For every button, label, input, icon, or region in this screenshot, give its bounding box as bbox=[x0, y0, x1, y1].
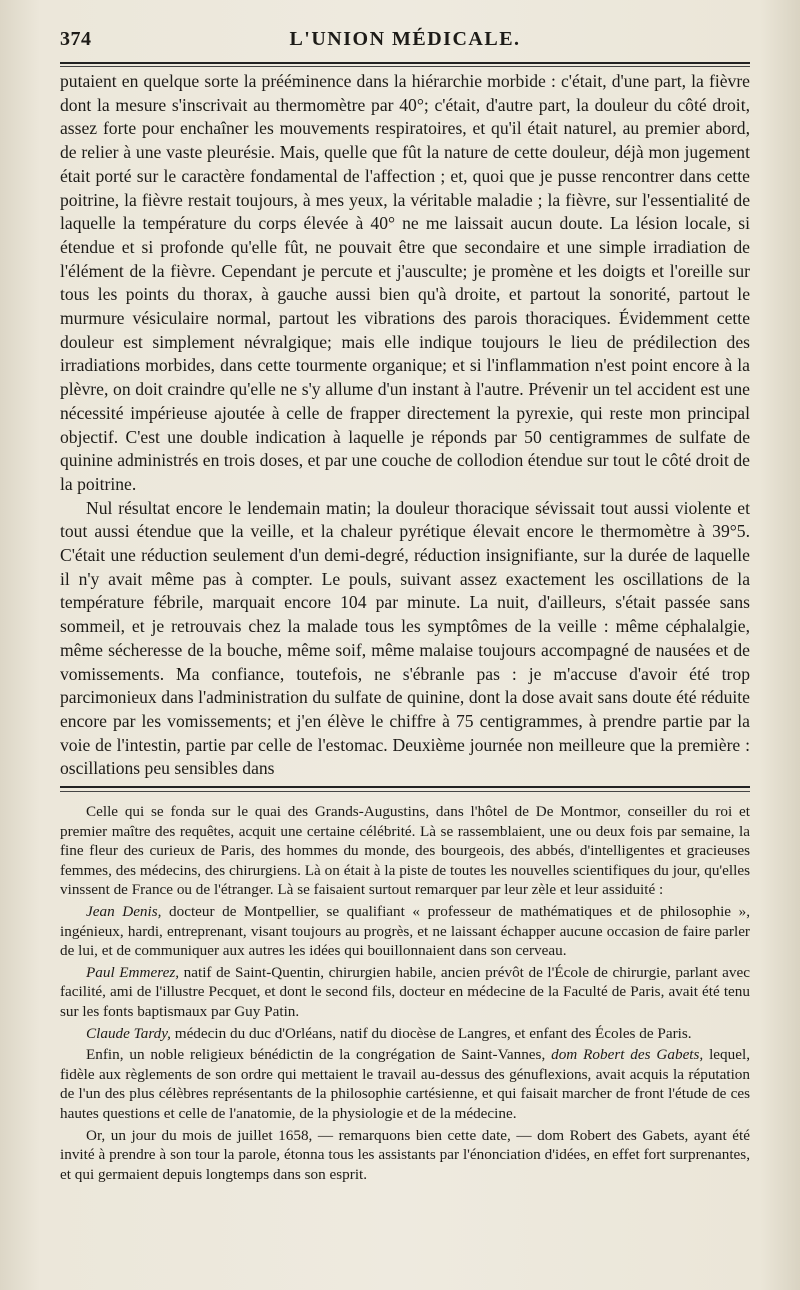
gabets-intro: Enfin, un noble religieux bénédictin de la congrégation de Saint-Vannes, bbox=[86, 1046, 552, 1064]
feuilleton-paragraph-denis bbox=[60, 902, 750, 961]
feuilleton-rule-thin bbox=[60, 791, 750, 792]
person-name-emmerez: Paul Emmerez, bbox=[86, 963, 180, 981]
feuilleton-paragraph-final: Or, un jour du mois de juillet 1658, — remarquons bien cette date, — dom Robert des Gabets, ayant été invité à prendre à son tour la parole, étonna tous les assistants par l'énonciation d'idées, en effet fort surprenantes, et qui germaient depuis longtemps dans son esprit. bbox=[60, 1126, 750, 1183]
tardy-description: médecin du duc d'Orléans, natif du diocèse de Langres, et enfant des Écoles de Paris. bbox=[170, 1024, 692, 1042]
feuilleton-paragraph-intro: Celle qui se fonda sur le quai des Grands-Augustins, dans l'hôtel de De Montmor, conseiller du roi et premier maître des requêtes, acquit une certaine célébrité. Là se rassemblaient, une ou deux fois par semaine, la fine fleur des curieux de Paris, des hommes du monde, des bourgeois, des abbés, d'intelligentes et gracieuses femmes, des médecins, des chirurgiens. Là on était à la piste de toutes les nouvelles scientifiques du jour, qu'elles vinssent de France ou de l'étranger. Là se faisaient surtout remarquer par leur zèle et leur assiduité : bbox=[60, 803, 750, 899]
header-rule bbox=[60, 62, 750, 64]
header-rule-thin bbox=[60, 66, 750, 67]
gabets-description: lequel, fidèle aux règlements de son ordre qui mettaient le travail au-dessus des génuflexions, avait acquis la réputation de l'un des plus célèbres représentants de la philosophie cartésienne, et qui faisait marcher de front l'étude de ces hautes questions et celle de l'anatomie, de la physiologie et de la médecine. bbox=[60, 1046, 750, 1122]
main-body-text bbox=[60, 70, 750, 781]
person-name-gabets: dom Robert des Gabets, bbox=[551, 1046, 704, 1064]
feuilleton-rule bbox=[60, 786, 750, 788]
person-name-tardy: Claude Tardy, bbox=[86, 1024, 171, 1042]
feuilleton-paragraph-tardy bbox=[60, 1024, 750, 1044]
body-paragraph-1: putaient en quelque sorte la prééminence dans la hiérarchie morbide : c'était, d'une part, la fièvre dont la mesure s'inscrivait au thermomètre par 40°; c'était, d'autre part, la douleur du côté droit, assez forte pour enchaîner les mouvements respiratoires, et qu'il était naturel, au premier abord, de relier à une vaste pleurésie. Mais, quelle que fût la nature de cette douleur, déjà mon jugement était porté sur le caractère fondamental de l'affection ; et, quoi que je pusse rencontrer dans cette poitrine, la fièvre restait toujours, à mes yeux, la véritable maladie ; la fièvre, sur l'essentialité de laquelle la température du corps élevée à 40° ne me laissait aucun doute. La lésion locale, si étendue et si profonde qu'elle fût, ne pouvait être que secondaire et une simple irradiation de l'élément de la fièvre. Cependant je percute et j'ausculte; je promène et les doigts et l'oreille sur tous les points du thorax, à gauche aussi bien qu'à droite, et partout la sonorité, partout le murmure vésiculaire normal, partout les vibrations des parois thoraciques. Évidemment cette douleur est simplement névralgique; mais elle indique toujours le lieu de prédilection des irradiations morbides, dans cette tourmente organique; et si l'inflammation n'est point encore à la plèvre, on doit craindre qu'elle ne s'y allume d'un instant à l'autre. Prévenir un tel accident est une nécessité impérieuse ajoutée à celle de frapper directement la pyrexie, qui reste mon principal objectif. C'est une double indication à laquelle je réponds par 50 centigrammes de sulfate de quinine administrés en trois doses, et par une couche de collodion étendue sur tout le côté droit de la poitrine. bbox=[60, 71, 750, 494]
feuilleton-paragraph-emmerez bbox=[60, 963, 750, 1022]
feuilleton-paragraph-gabets bbox=[60, 1045, 750, 1123]
emmerez-description: natif de Saint-Quentin, chirurgien habile, ancien prévôt de l'École de chirurgie, parlant avec facilité, ami de l'illustre Pecquet, et dont le second fils, docteur en médecine de la Faculté de Paris, avait été tenu sur les fonts baptismaux par Guy Patin. bbox=[60, 963, 750, 1020]
page-header bbox=[60, 28, 750, 56]
person-name-denis: Jean Denis, bbox=[86, 902, 162, 920]
body-paragraph-2: Nul résultat encore le lendemain matin; la douleur thoracique sévissait tout aussi violente et tout aussi étendue que la veille, et la chaleur pyrétique élevait encore le thermomètre à 39°5. C'était une réduction seulement d'un demi-degré, réduction insignifiante, sur la durée de laquelle il n'y avait même pas à compter. Le pouls, suivant assez exactement les oscillations de la température fébrile, marquait encore 104 par minute. La nuit, d'ailleurs, s'était passée sans sommeil, et je retrouvais chez la malade tous les symptômes de la veille : même céphalalgie, même sécheresse de la bouche, même soif, même malaise toujours accompagné de nausées et de vomissements. Ma confiance, toutefois, ne s'ébranle pas : je m'accuse d'avoir été trop parcimonieux dans l'administration du sulfate de quinine, dont la dose avait sans doute été réduite encore par les vomissements; et j'en élève le chiffre à 75 centigrammes, à prendre partie par la voie de l'intestin, partie par celle de l'estomac. Deuxième journée non meilleure que la première : oscillations peu sensibles dans bbox=[60, 497, 750, 779]
denis-description: docteur de Montpellier, se qualifiant « professeur de mathématiques et de philosophie », ingénieux, hardi, entreprenant, visant toujours au progrès, et ne laissant échapper aucune occasion de faire parler de lui, et de communiquer aux autres les idées qui bouillonnaient dans son cerveau. bbox=[60, 902, 750, 960]
journal-title: L'UNION MÉDICALE. bbox=[289, 28, 521, 50]
feuilleton-text bbox=[60, 802, 750, 1186]
page-number: 374 bbox=[60, 28, 92, 50]
